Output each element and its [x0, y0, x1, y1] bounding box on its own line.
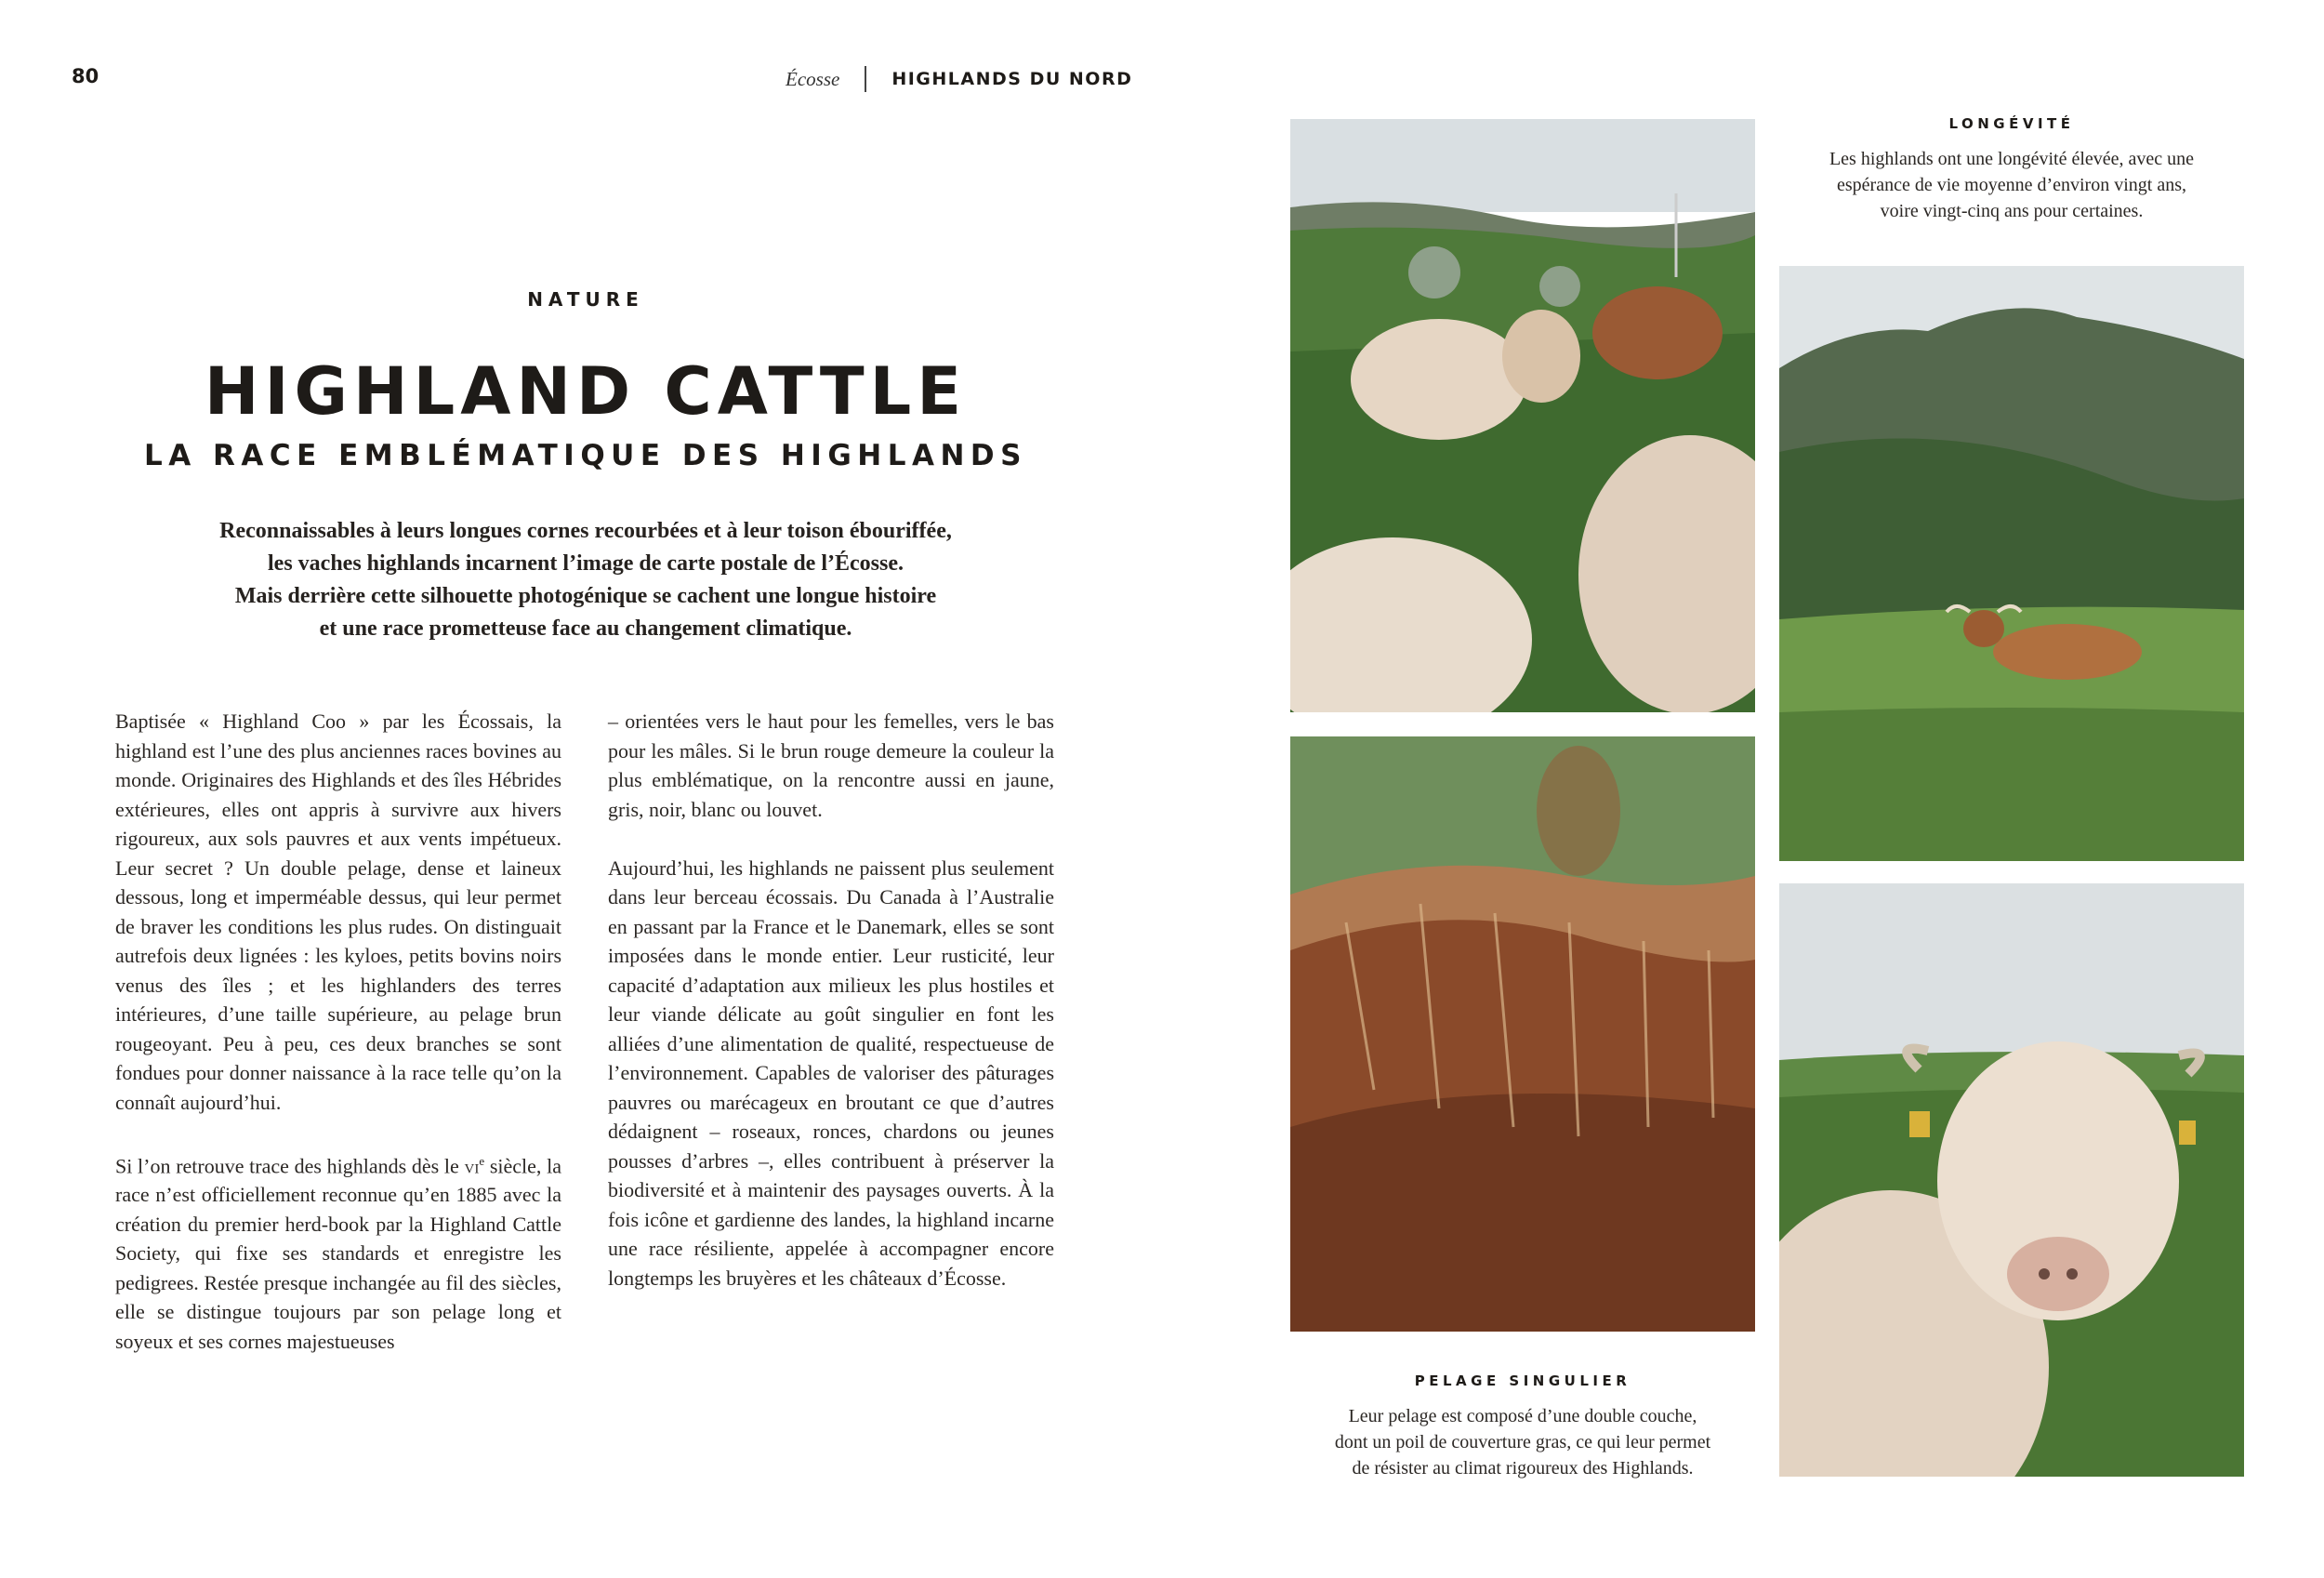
page-number: 80: [72, 65, 99, 87]
body-paragraph: – orientées vers le haut pour les femelles, vers le bas pour les mâles. Si le brun rouge demeure la couleur la plus emblématique, on la rencontre aussi en jaune, gris, noir, blanc ou louvet.: [608, 709, 1054, 821]
caption-line: espérance de vie moyenne d’environ vingt ans,: [1837, 175, 2186, 195]
article-lead: [139, 515, 1032, 645]
body-paragraph: Aujourd’hui, les highlands ne paissent plus seulement dans leur berceau écossais. Du Canada à l’Australie en passant par la France et le Danemark, elles se sont imposées dans le monde entier. Leur rusticité, leur capacité d’adaptation aux milieux les plus hostiles et leur viande délicate au goût singulier en font les alliées d’une alimentation de qualité, respectueuse de l’environnement. Capables de valoriser des pâturages pauvres ou marécageux en broutant ce que d’autres dédaignent – roseaux, ronces, chardons ou jeunes pousses d’arbres –, elles contribuent à préserver la biodiversité et à maintenir des paysages ouverts. À la fois icône et gardienne des landes, la highland incarne une race résiliente, appelée à accompagner encore longtemps les bruyères et les châteaux d’Écosse.: [608, 855, 1054, 1290]
photo-cow-lying: [1779, 266, 2244, 861]
article-subtitle: LA RACE EMBLÉMATIQUE DES HIGHLANDS: [144, 439, 1027, 472]
body-column-left: [115, 707, 561, 1386]
caption-coat-heading: PELAGE SINGULIER: [1414, 1372, 1631, 1389]
caption-line: Les highlands ont une longévité élevée, avec une: [1829, 149, 2195, 169]
body-paragraph: Si l’on retrouve trace des highlands dès le $vi^e$ siècle, la race n’est officiellement reconnue qu’en 1885 avec la création du premier herd-book par la Highland Cattle Society, qui fixe ses standards et enregistre les pedigrees. Restée presque inchangée au fil des siècles, elle se distingue toujours par son pelage long et soyeux et ses cornes majestueuses: [115, 1153, 561, 1353]
lead-line: les vaches highlands incarnent l’image de carte postale de l’Écosse.: [268, 551, 904, 576]
body-column-right: [608, 707, 1054, 1322]
article-title: HIGHLAND CATTLE: [204, 353, 968, 430]
photo-coat-closeup: [1290, 736, 1755, 1332]
body-paragraph: Baptisée « Highland Coo » par les Écossais, la highland est l’une des plus anciennes races bovines au monde. Originaires des Highlands et des îles Hébrides extérieures, elles ont appris à survivre aux hivers rigoureux, aux sols pauvres et aux vents impétueux. Leur secret ? Un double pelage, dense et laineux dessous, long et imperméable dessus, qui leur permet de braver les conditions les plus rudes. On distinguait autrefois deux lignées : les kyloes, petits bovins noirs venus des îles ; et les highlanders des terres intérieures, d’une taille supérieure, au pelage brun rougeoyant. Peu à peu, ces deux branches se sont fondues pour donner naissance à la race telle qu’on la connaît aujourd’hui.: [115, 709, 561, 1114]
section-kicker: NATURE: [527, 288, 644, 311]
caption-line: voire vingt-cinq ans pour certaines.: [1880, 201, 2144, 221]
header-divider: [865, 66, 866, 92]
lead-line: et une race prometteuse face au changement climatique.: [319, 617, 852, 641]
lead-line: Mais derrière cette silhouette photogénique se cachent une longue histoire: [234, 584, 937, 608]
running-header: [786, 65, 1132, 93]
caption-coat-body: [1290, 1403, 1755, 1481]
header-region: HIGHLANDS DU NORD: [891, 69, 1133, 89]
lead-line: Reconnaissables à leurs longues cornes recourbées et à leur toison ébouriffée,: [219, 519, 952, 543]
caption-longevity-body: [1779, 146, 2244, 224]
caption-line: de résister au climat rigoureux des Highlands.: [1352, 1458, 1694, 1479]
caption-longevity-heading: LONGÉVITÉ: [1948, 115, 2075, 132]
photo-cream-portrait: [1779, 883, 2244, 1477]
header-country: Écosse: [786, 67, 840, 90]
caption-line: dont un poil de couverture gras, ce qui leur permet: [1334, 1432, 1711, 1452]
caption-line: Leur pelage est composé d’une double couche,: [1348, 1406, 1697, 1426]
photo-herd-grazing: [1290, 119, 1755, 712]
